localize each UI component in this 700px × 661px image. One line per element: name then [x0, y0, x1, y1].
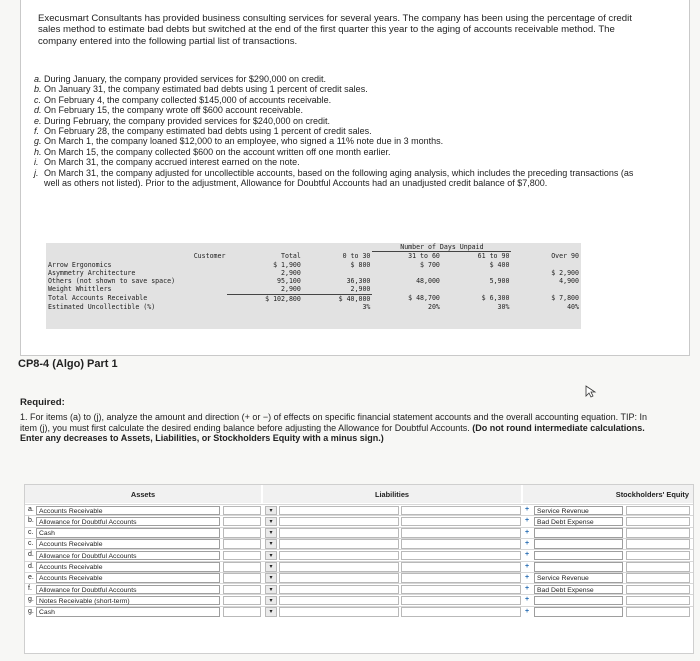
equity-account-field[interactable]	[534, 607, 623, 617]
col-header: Total	[281, 251, 301, 260]
col-header: 61 to 90	[477, 252, 510, 261]
assets-header: Assets	[25, 485, 261, 503]
equity-amount-input[interactable]	[626, 573, 690, 583]
asset-amount-input[interactable]	[223, 585, 261, 595]
answer-grid	[24, 484, 694, 654]
plus-icon: +	[525, 562, 530, 570]
asset-amount-input[interactable]	[223, 607, 261, 617]
table-row: d. Accounts Receivable ▾ +	[25, 561, 693, 573]
asset-account-field[interactable]: Cash	[36, 607, 220, 617]
asset-amount-input[interactable]	[223, 517, 261, 527]
equity-account-field[interactable]: Bad Debt Expense	[534, 585, 623, 595]
liability-amount-input[interactable]	[401, 528, 521, 538]
equity-amount-input[interactable]	[626, 585, 690, 595]
equity-account-field[interactable]	[534, 551, 623, 561]
problem-panel	[20, 0, 690, 356]
equity-amount-input[interactable]	[626, 607, 690, 617]
plus-icon: +	[525, 517, 530, 525]
mouse-pointer-icon	[584, 384, 598, 398]
equity-account-field[interactable]	[534, 528, 623, 538]
asset-account-field[interactable]: Accounts Receivable	[36, 539, 220, 549]
sign-dropdown[interactable]: ▾	[265, 517, 277, 527]
equity-amount-input[interactable]	[626, 562, 690, 572]
list-item: c. On February 4, the company collected $145,000 of accounts receivable.	[34, 94, 332, 105]
list-item: a. During January, the company provided services for $290,000 on credit.	[34, 74, 326, 84]
required-label: Required:	[20, 397, 65, 408]
problem-intro: Execusmart Consultants has provided business consulting services for several years. The company has been using the percentage of credit sales method to estimate bad debts but switched at the end of the first quarter this year to the aging of accounts receivable method. The company entered into the following partial list of transactions.	[38, 13, 632, 47]
equity-account-field[interactable]: Service Revenue	[534, 506, 623, 516]
table-row: e. Accounts Receivable ▾ + Service Revenue	[25, 572, 693, 584]
liability-account-input[interactable]	[279, 562, 399, 572]
liability-amount-input[interactable]	[401, 607, 521, 617]
asset-account-field[interactable]: Allowance for Doubtful Accounts	[36, 585, 220, 595]
list-item: d. On February 15, the company wrote off $600 account receivable.	[34, 105, 303, 116]
asset-account-field[interactable]: Allowance for Doubtful Accounts	[36, 551, 220, 561]
col-header: Customer	[193, 251, 226, 260]
list-item: f. On February 28, the company estimated bad debts using 1 percent of credit sales.	[34, 126, 372, 137]
table-row: g. Cash ▾ +	[25, 606, 693, 618]
equity-amount-input[interactable]	[626, 539, 690, 549]
plus-icon: +	[525, 596, 530, 604]
sign-dropdown[interactable]: ▾	[265, 506, 277, 516]
list-item: b. On January 31, the company estimated bad debts using 1 percent of credit sales.	[34, 84, 368, 95]
liability-amount-input[interactable]	[401, 506, 521, 516]
asset-amount-input[interactable]	[223, 506, 261, 516]
asset-account-field[interactable]: Accounts Receivable	[36, 562, 220, 572]
equity-amount-input[interactable]	[626, 528, 690, 538]
plus-icon: +	[525, 539, 530, 547]
sign-dropdown[interactable]: ▾	[265, 585, 277, 595]
sign-dropdown[interactable]: ▾	[265, 551, 277, 561]
table-row: d. Allowance for Doubtful Accounts ▾ +	[25, 549, 693, 561]
liability-account-input[interactable]	[279, 585, 399, 595]
liability-account-input[interactable]	[279, 539, 399, 549]
liability-account-input[interactable]	[279, 506, 399, 516]
liability-amount-input[interactable]	[401, 551, 521, 561]
table-row: c. Cash ▾ +	[25, 527, 693, 539]
liability-account-input[interactable]	[279, 607, 399, 617]
col-header: 0 to 30	[342, 251, 371, 260]
liability-amount-input[interactable]	[401, 562, 521, 572]
col-header: 31 to 60	[408, 252, 440, 261]
asset-amount-input[interactable]	[223, 562, 261, 572]
equity-header: Stockholders' Equity	[523, 485, 693, 503]
liability-account-input[interactable]	[279, 528, 399, 538]
list-item: g. On March 1, the company loaned $12,000 to an employee, who signed a 11% note due in 3 months.	[34, 136, 444, 147]
list-item: h. On March 15, the company collected $600 on the account written off one month earlier.	[34, 146, 391, 157]
table-row: b. Allowance for Doubtful Accounts ▾ + Bad Debt Expense	[25, 515, 693, 527]
table-row: Others (not shown to save space) 95,100 36,300 48,000 5,900 4,900	[48, 277, 579, 286]
table-row: Estimated Uncollectible (%) 3% 20% 30% 40%	[48, 303, 579, 312]
asset-amount-input[interactable]	[223, 539, 261, 549]
asset-account-field[interactable]: Notes Receivable (short-term)	[36, 596, 220, 606]
transaction-list	[34, 74, 644, 188]
equity-account-field[interactable]	[534, 596, 623, 606]
liability-account-input[interactable]	[279, 551, 399, 561]
instructions: 1. For items (a) to (j), analyze the amount and direction (+ or −) of effects on specific financial statement accounts and the overall accounting equation. TIP: In item (j), you must first calculate the desired ending balance before adjusting the Allowance for Doubtful Accounts. (Do not round intermediate calculations. Enter any decreases to Assets, Liabilities, or Stockholders Equity with a minus sign.)	[20, 412, 648, 444]
sign-dropdown[interactable]: ▾	[265, 573, 277, 583]
asset-amount-input[interactable]	[223, 596, 261, 606]
equity-account-field[interactable]: Service Revenue	[534, 573, 623, 583]
plus-icon: +	[525, 528, 530, 536]
sign-dropdown[interactable]: ▾	[265, 562, 277, 572]
liability-amount-input[interactable]	[401, 573, 521, 583]
equity-amount-input[interactable]	[626, 596, 690, 606]
liabilities-header: Liabilities	[263, 485, 521, 503]
aging-group-header: Number of Days Unpaid	[372, 243, 511, 252]
table-row: Total Accounts Receivable $ 102,800 $ 40,000 $ 48,700 $ 6,300 $ 7,800	[48, 294, 579, 303]
liability-amount-input[interactable]	[401, 539, 521, 549]
liability-amount-input[interactable]	[401, 517, 521, 527]
table-row: f. Allowance for Doubtful Accounts ▾ + Bad Debt Expense	[25, 583, 693, 595]
plus-icon: +	[525, 506, 530, 513]
asset-account-field[interactable]: Cash	[36, 528, 220, 538]
sign-dropdown[interactable]: ▾	[265, 596, 277, 606]
liability-amount-input[interactable]	[401, 596, 521, 606]
equity-amount-input[interactable]	[626, 517, 690, 527]
asset-amount-input[interactable]	[223, 551, 261, 561]
liability-account-input[interactable]	[279, 573, 399, 583]
equity-amount-input[interactable]	[626, 506, 690, 516]
asset-account-field[interactable]: Accounts Receivable	[36, 506, 220, 516]
asset-account-field[interactable]: Allowance for Doubtful Accounts	[36, 517, 220, 527]
plus-icon: +	[525, 607, 530, 615]
part-title: CP8-4 (Algo) Part 1	[18, 358, 118, 370]
equity-amount-input[interactable]	[626, 551, 690, 561]
equity-account-field[interactable]: Bad Debt Expense	[534, 517, 623, 527]
asset-amount-input[interactable]	[223, 573, 261, 583]
liability-account-input[interactable]	[279, 596, 399, 606]
col-header: Over 90	[551, 251, 579, 260]
liability-amount-input[interactable]	[401, 585, 521, 595]
asset-amount-input[interactable]	[223, 528, 261, 538]
table-row: a. Accounts Receivable ▾ + Service Revenue	[25, 504, 693, 516]
sign-dropdown[interactable]: ▾	[265, 539, 277, 549]
equity-account-field[interactable]	[534, 562, 623, 572]
aging-analysis-table	[46, 243, 581, 329]
list-item: e. During February, the company provided services for $240,000 on credit.	[34, 115, 330, 126]
liability-account-input[interactable]	[279, 517, 399, 527]
table-row: g. Notes Receivable (short-term) ▾ +	[25, 594, 693, 606]
plus-icon: +	[525, 551, 530, 559]
table-row: c. Accounts Receivable ▾ +	[25, 538, 693, 550]
table-row: Weight Whittlers 2,900 2,900	[48, 285, 371, 294]
equity-account-field[interactable]	[534, 539, 623, 549]
table-row: Asymmetry Architecture 2,900 $ 2,900	[48, 268, 579, 277]
plus-icon: +	[525, 573, 530, 581]
sign-dropdown[interactable]: ▾	[265, 607, 277, 617]
sign-dropdown[interactable]: ▾	[265, 528, 277, 538]
plus-icon: +	[525, 585, 530, 593]
list-item: j. On March 31, the company adjusted for uncollectible accounts, based on the following aging analysis, which includes the preceding transactions (as well as others not listed). Prior to the adjustment, Allowance for Doubtful Accounts had an unadjusted credit balance of $7,800.	[34, 167, 634, 189]
table-row: Arrow Ergonomics $ 1,900 $ 800 $ 700 $ 400	[48, 260, 510, 269]
asset-account-field[interactable]: Accounts Receivable	[36, 573, 220, 583]
list-item: i. On March 31, the company accrued interest earned on the note.	[34, 157, 300, 168]
